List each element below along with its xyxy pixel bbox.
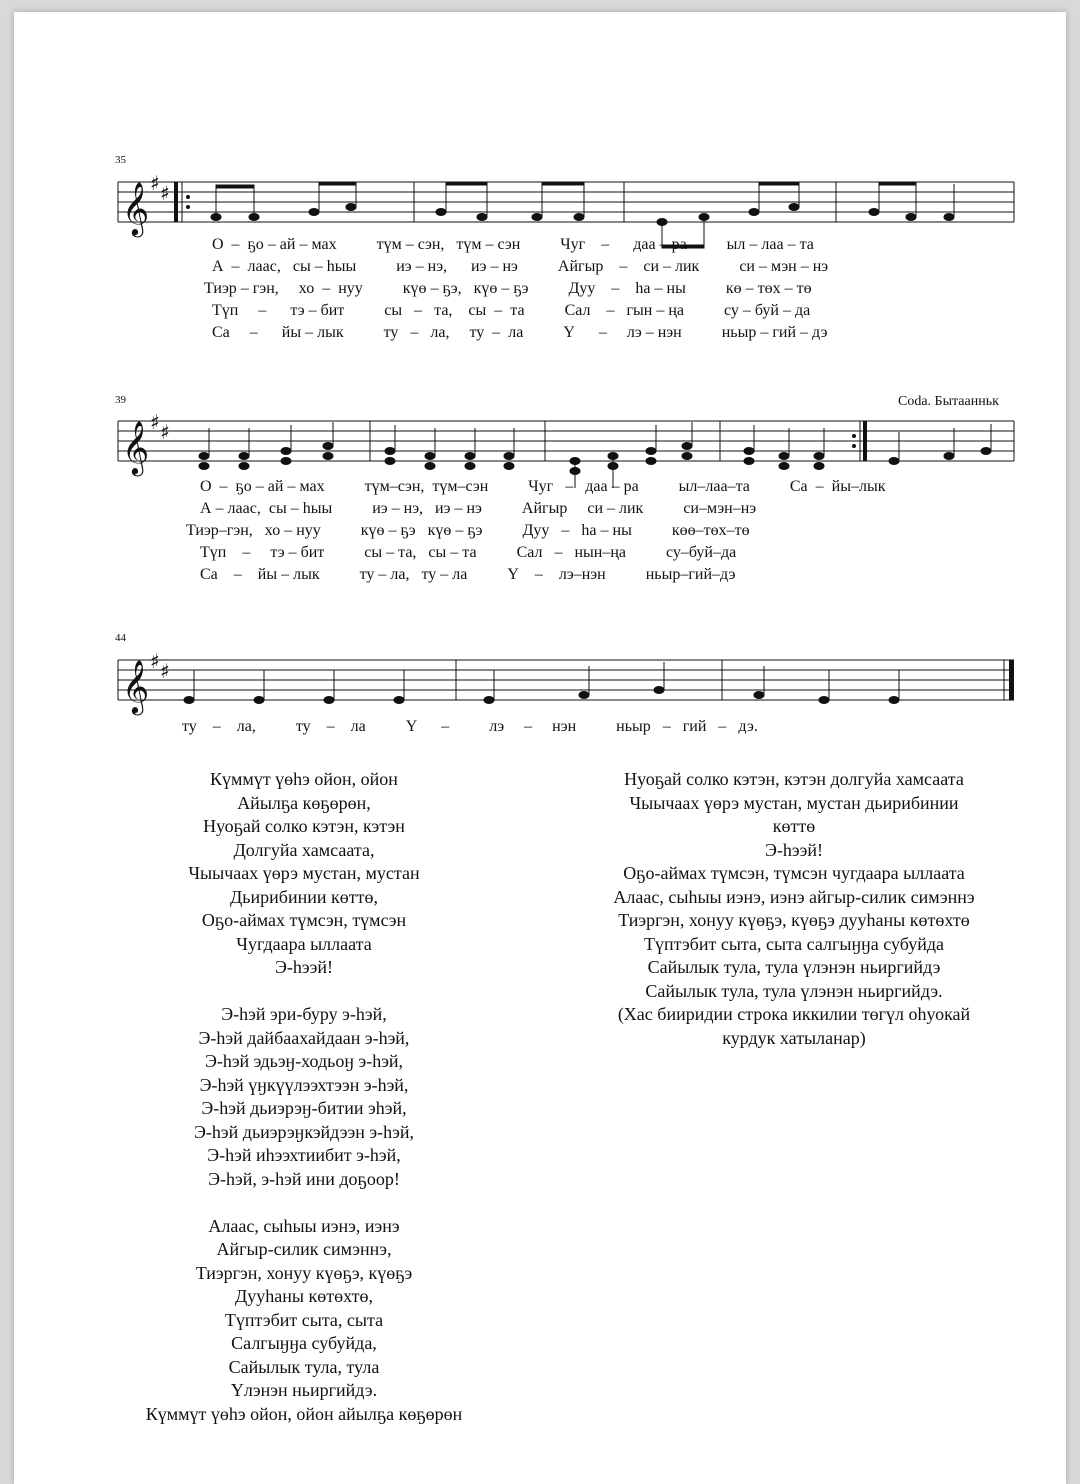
stanza-right-line: Чыычаах үөрэ мустан, мустан дьирибинии bbox=[629, 792, 959, 813]
svg-text:𝄞: 𝄞 bbox=[122, 659, 150, 713]
measure-number-44: 44 bbox=[115, 632, 126, 644]
measure-number-35: 35 bbox=[115, 154, 126, 166]
svg-text:♯: ♯ bbox=[150, 171, 160, 195]
stanza-left-line: Чугдаара ыллаата bbox=[236, 933, 372, 954]
stanza-right-line: көттө bbox=[772, 816, 816, 836]
stanza-left-line: Оҕо-аймах түмсэн, түмсэн bbox=[201, 910, 407, 930]
svg-text:♯: ♯ bbox=[150, 649, 160, 673]
stanza-right-line: Сайылык тула, тула үлэнэн ньиргийдэ bbox=[647, 957, 941, 977]
stanza-left-line: Э-һэй үӈкүүлээхтээн э-һэй, bbox=[199, 1074, 409, 1095]
stanza-left-line: Чыычаах үөрэ мустан, мустан bbox=[188, 863, 420, 883]
lyric-line-s1-2: А – лаас, сы – һыы иэ – нэ, иэ – нэ Айгыр – си – лик си – мэн – нэ bbox=[212, 258, 829, 275]
stanza-left bbox=[74, 768, 534, 1426]
stanza-left-line bbox=[74, 980, 534, 1004]
stanza-left-line: Э-һэй эри-буру э-һэй, bbox=[221, 1004, 387, 1024]
stanza-right-line: Оҕо-аймах түмсэн, түмсэн чугдаара ыллаата bbox=[623, 863, 965, 883]
stanza-left-line: Үлэнэн ньиргийдэ. bbox=[230, 1380, 378, 1400]
stanza-right-line: курдук хатыланар) bbox=[722, 1027, 866, 1048]
stanza-left-line: Дьирибинии көттө, bbox=[230, 886, 378, 907]
stanza-left-line: Э-һэй эдьэӈ-ходьоӈ э-һэй, bbox=[204, 1051, 404, 1071]
svg-text:♯: ♯ bbox=[160, 420, 170, 444]
lyric-line-s1-3: Тиэр – гэн, хо – нуу күө – ҕэ, күө – ҕэ Дуу – һа – ны кө – төх – тө bbox=[204, 280, 812, 297]
music-staves bbox=[14, 12, 1066, 772]
svg-text:♯: ♯ bbox=[150, 410, 160, 434]
lyric-line-s1-1: О – ҕо – ай – мах түм – сэн, түм – сэн Чуг – даа – ра ыл – лаа – та bbox=[212, 236, 814, 253]
stanza-right-line: Нуоҕай солко кэтэн, кэтэн долгуйа хамсаата bbox=[624, 769, 964, 789]
stanza-left-line: Э-һэй дайбаахайдаан э-һэй, bbox=[198, 1027, 410, 1048]
lyric-line-s1-5: Са – йы – лык ту – ла, ту – ла Ү – лэ – нэн ньыр – гий – дэ bbox=[212, 324, 828, 341]
stanza-left-line: Дууһаны көтөхтө, bbox=[234, 1286, 374, 1306]
stanza-left-line: Нуоҕай солко кэтэн, кэтэн bbox=[203, 816, 405, 836]
stanza-left-line: Э-һэй дьиэрэӈ-битии эһэй, bbox=[201, 1098, 407, 1118]
lyric-line-s2-4: Түп – тэ – бит сы – та, сы – та Сал – нын–ңа су–буй–да bbox=[200, 544, 737, 561]
stanza-left-line: Э-һээй! bbox=[275, 957, 333, 977]
stanza-right-line: Э-һээй! bbox=[765, 839, 823, 860]
stanza-left-line: Э-һэй иһээхтиибит э-һэй, bbox=[207, 1145, 401, 1165]
lyric-line-s3-1: ту – ла, ту – ла Ү – лэ – нэн ньыр – гий – дэ. bbox=[182, 718, 758, 735]
lyric-line-s1-4: Түп – тэ – бит сы – та, сы – та Сал – гын – ңа су – буй – да bbox=[212, 302, 811, 319]
stanza-right-line: Тиэргэн, хонуу күөҕэ, күөҕэ дууһаны көтөхтө bbox=[618, 910, 970, 930]
stanza-left-line: Алаас, сыһыы иэнэ, иэнэ bbox=[208, 1215, 400, 1236]
stanza-left-line: Түптэбит сыта, сыта bbox=[224, 1309, 384, 1330]
stanza-left-line: Айылҕа көҕөрөн, bbox=[237, 792, 371, 813]
lyric-line-s2-2: А – лаас, сы – һыы иэ – нэ, иэ – нэ Айгыр си – лик си–мэн–нэ bbox=[200, 500, 757, 517]
measure-number-39: 39 bbox=[115, 394, 126, 406]
stanza-right-line: Түптэбит сыта, сыта салгыӈӈа субуйда bbox=[644, 933, 944, 954]
stanza-left-line: Долгуйа хамсаата, bbox=[233, 839, 375, 860]
stanza-left-line bbox=[74, 1191, 534, 1215]
stanza-left-line: Тиэргэн, хонуу күөҕэ, күөҕэ bbox=[195, 1262, 413, 1283]
stanza-left-line: Күммүт үөһэ ойон, ойон bbox=[210, 769, 398, 789]
svg-text:♯: ♯ bbox=[160, 181, 170, 205]
stanza-left-line: Айгыр-силик симэннэ, bbox=[216, 1239, 392, 1259]
lyric-line-s2-1: О – ҕо – ай – мах түм–сэн, түм–сэн Чуг – даа – ра ыл–лаа–та Са – йы–лык bbox=[200, 478, 886, 495]
stanza-left-line: Салгыӈӈа субуйда, bbox=[231, 1333, 377, 1353]
stanza-right bbox=[574, 768, 1014, 1050]
svg-text:𝄞: 𝄞 bbox=[122, 420, 150, 474]
svg-text:𝄞: 𝄞 bbox=[122, 181, 150, 235]
stanza-right-line: Сайылык тула, тула үлэнэн ньиргийдэ. bbox=[645, 980, 943, 1001]
stanza-left-line: Сайылык тула, тула bbox=[228, 1356, 380, 1377]
stanza-left-line: Э-һэй, э-һэй ини доҕоор! bbox=[208, 1168, 400, 1189]
stanza-left-line: Күммүт үөһэ ойон, ойон айылҕа көҕөрөн bbox=[145, 1403, 463, 1424]
sheet-music-page bbox=[14, 12, 1066, 1484]
stanza-right-line: Алаас, сыһыы иэнэ, иэнэ айгыр-силик симэннэ bbox=[613, 886, 975, 907]
lyric-line-s2-3: Тиэр–гэн, хо – нуу күө – ҕэ күө – ҕэ Дуу – һа – ны көө–төх–тө bbox=[186, 522, 750, 539]
stanza-left-line: Э-һэй дьиэрэӈкэйдээн э-һэй, bbox=[194, 1121, 414, 1142]
stanza-right-line: (Хас бииридии строка иккилии төгүл оһуокай bbox=[617, 1004, 971, 1024]
coda-label: Coda. Бытаанньк bbox=[898, 394, 999, 409]
lyric-line-s2-5: Са – йы – лык ту – ла, ту – ла Ү – лэ–нэн ньыр–гий–дэ bbox=[200, 566, 736, 583]
svg-text:♯: ♯ bbox=[160, 659, 170, 683]
